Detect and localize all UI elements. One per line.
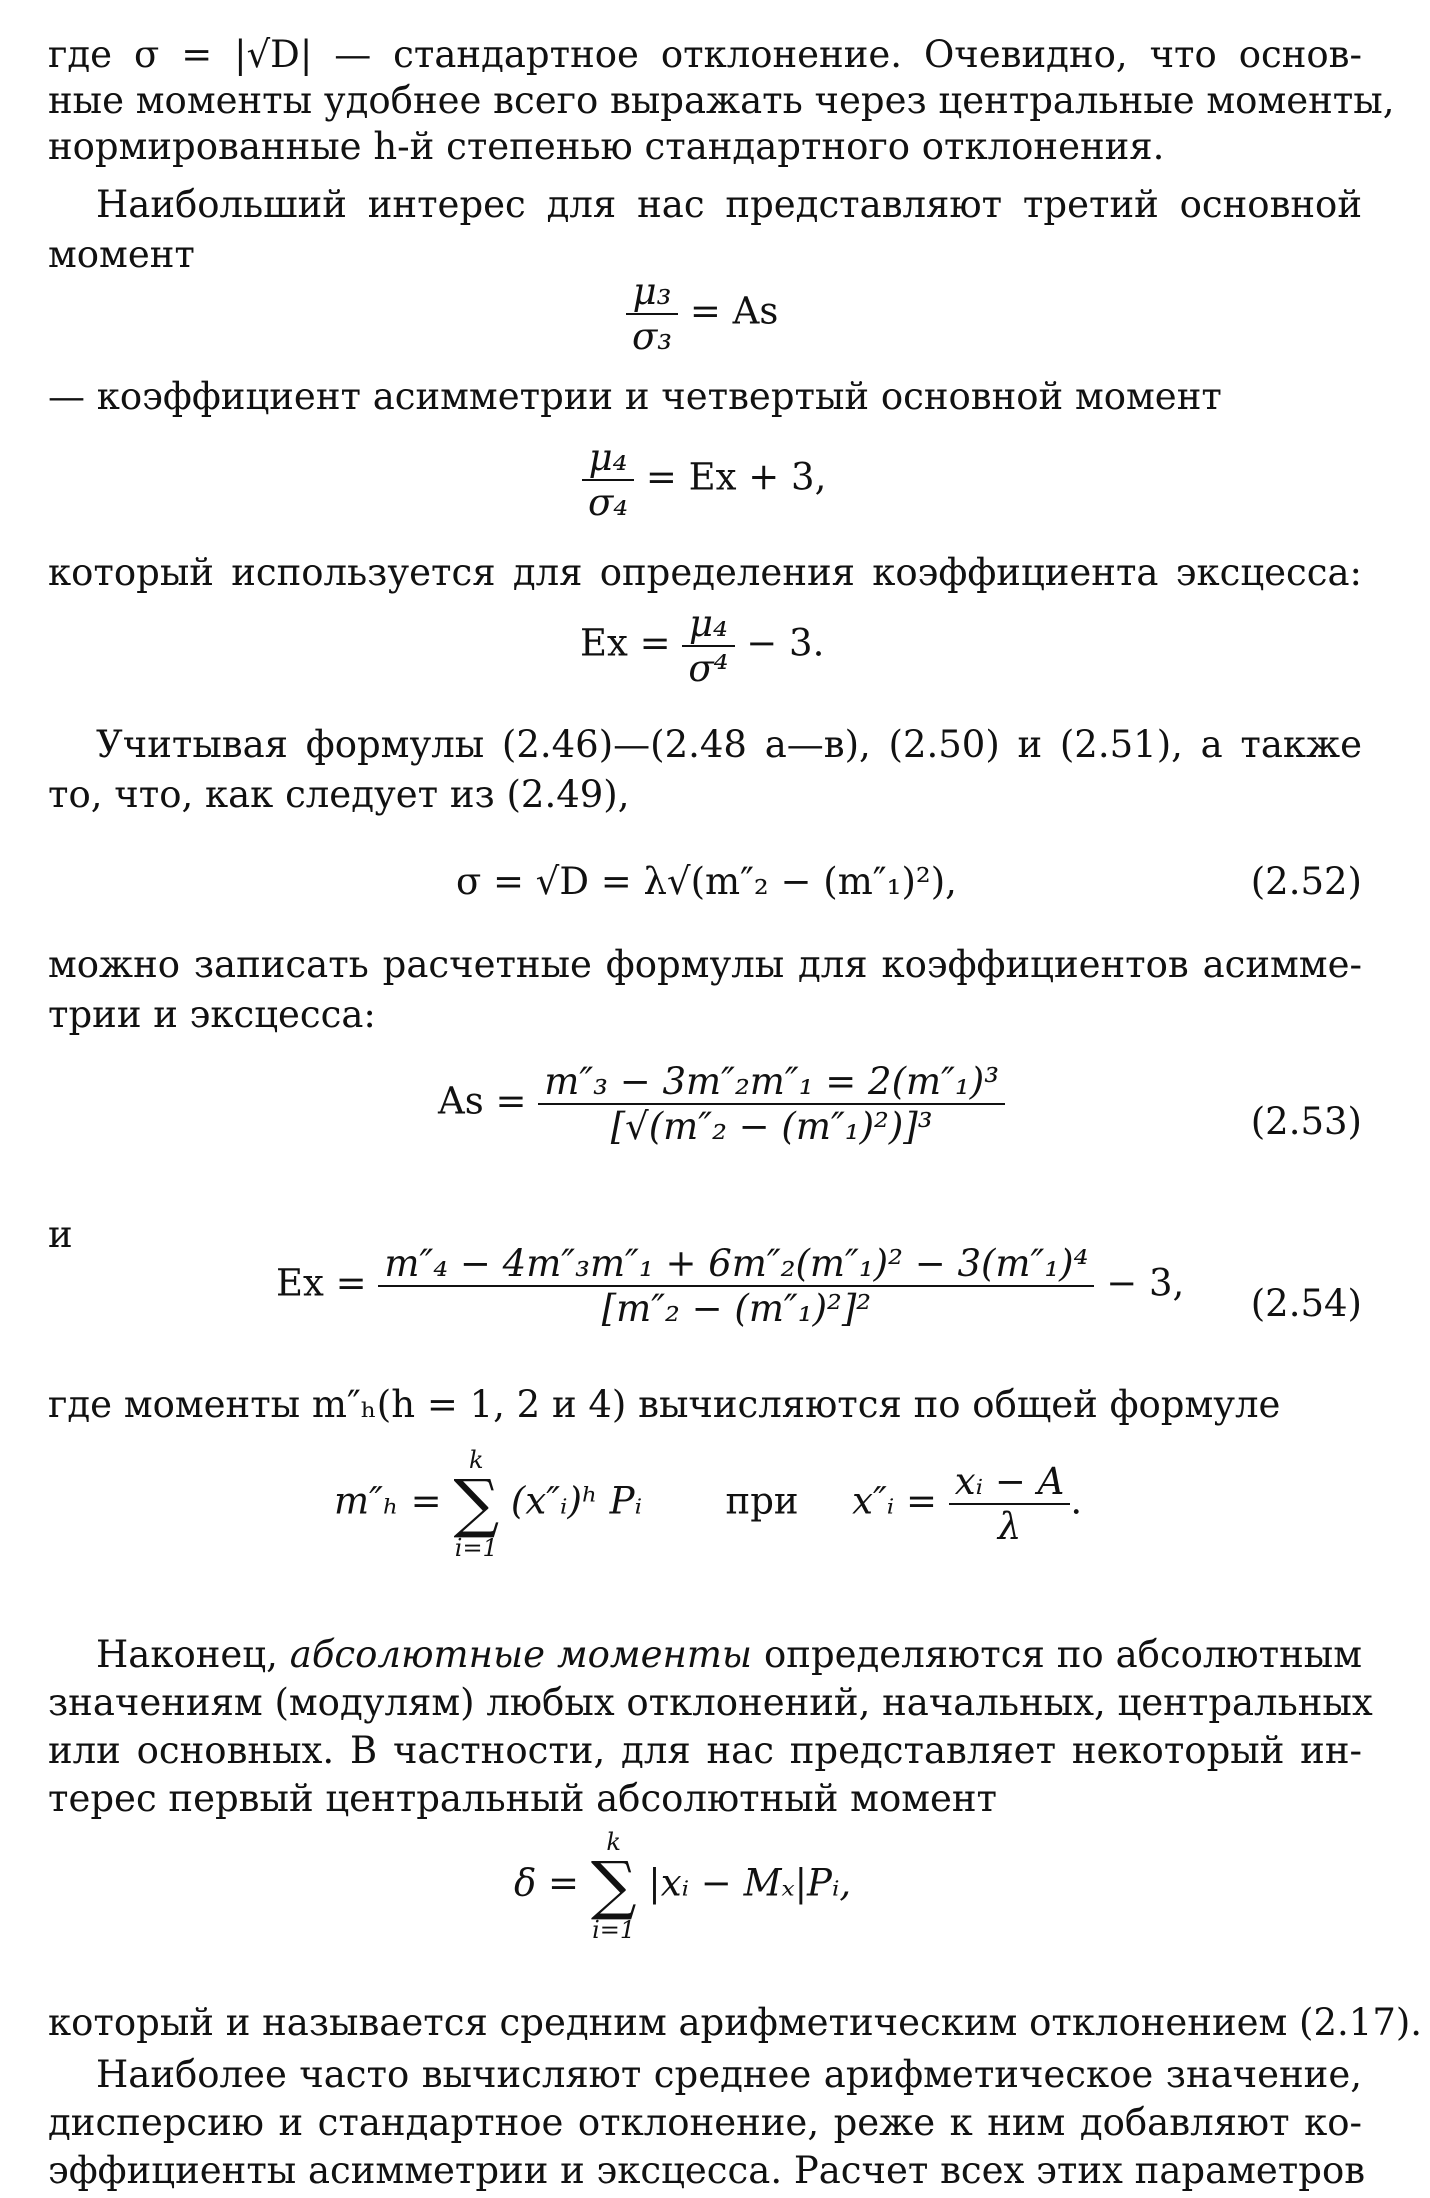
text-line: Наконец, абсолютные моменты определяются по абсолютным <box>96 1633 1362 1676</box>
text-line: эффициенты асимметрии и эксцесса. Расчет всех этих параметров <box>48 2149 1366 2192</box>
text-line: где моменты m″ₕ(h = 1, 2 и 4) вычисляются по общей формуле <box>48 1383 1281 1426</box>
text-line: который используется для определения коэффициента эксцесса: <box>48 551 1362 594</box>
equation-excess-definition: Ex = $\frac{\text{μ₄}}{\text{σ⁴}}$ − 3. <box>580 602 825 690</box>
equation-moments-sum: m″ₕ = k ∑ i=1 (x″ᵢ)ʰ Pᵢ при x″ᵢ = $\frac{\text{xᵢ − A}}{\lambda}$ . <box>334 1446 1083 1562</box>
text-line: или основных. В частности, для нас представляет некоторый ин- <box>48 1729 1362 1772</box>
text-line: то, что, как следует из (2.49), <box>48 773 630 816</box>
text-line: момент <box>48 233 195 276</box>
text-line: где σ = |√D| — стандартное отклонение. Очевидно, что основ- <box>48 33 1362 76</box>
equation-number: (2.54) <box>1250 1282 1362 1325</box>
text-line: и <box>48 1213 73 1256</box>
equation-2-54: Ex = $\frac{\text{m″₄ − 4m″₃m″₁ + 6m″₂(m″₁)² − 3(m″₁)⁴}}{\text{[m″₂ − (m″₁)²]²}}$ − 3, (2.54) <box>276 1242 1362 1330</box>
text-line: можно записать расчетные формулы для коэффициентов асимме- <box>48 943 1362 986</box>
text-line: Наибольший интерес для нас представляют третий основной <box>96 183 1362 226</box>
text-line: дисперсию и стандартное отклонение, реже к ним добавляют ко- <box>48 2101 1362 2144</box>
text-line: ные моменты удобнее всего выражать через центральные моменты, <box>48 79 1395 122</box>
equation-2-53: As = $\frac{\text{m″₃ − 3m″₂m″₁ = 2(m″₁)³}}{\text{[√(m″₂ − (m″₁)²)]³}}$ (2.53) <box>438 1060 1362 1148</box>
equation-asymmetry: $\frac{\text{μ₃}}{\text{σ₃}}$ = As <box>48 270 1362 370</box>
equation-number: (2.53) <box>1250 1100 1362 1143</box>
text-line: который и называется средним арифметическим отклонением (2.17). <box>48 2001 1423 2044</box>
text-line: нормированные h-й степенью стандартного отклонения. <box>48 125 1165 168</box>
text-line: трии и эксцесса: <box>48 993 376 1036</box>
equation-number: (2.52) <box>1250 860 1362 903</box>
text-line: Наиболее часто вычисляют среднее арифметическое значение, <box>96 2053 1362 2096</box>
text-line: значениям (модулям) любых отклонений, начальных, центральных <box>48 1681 1373 1724</box>
text-line: Учитывая формулы (2.46)—(2.48 а—в), (2.50) и (2.51), а также <box>96 723 1362 766</box>
equation-fourth-moment: $\frac{\text{μ₄}}{\text{σ₄}}$ = Ex + 3, <box>48 436 1362 536</box>
text-line: — коэффициент асимметрии и четвертый основной момент <box>48 375 1222 418</box>
equation-absolute-moment: δ = k ∑ i=1 |xᵢ − Mₓ|Pᵢ, <box>514 1828 852 1944</box>
equation-2-52: σ = √D = λ√(m″₂ − (m″₁)²), (2.52) <box>456 860 1362 903</box>
text-line: терес первый центральный абсолютный момент <box>48 1777 998 1820</box>
